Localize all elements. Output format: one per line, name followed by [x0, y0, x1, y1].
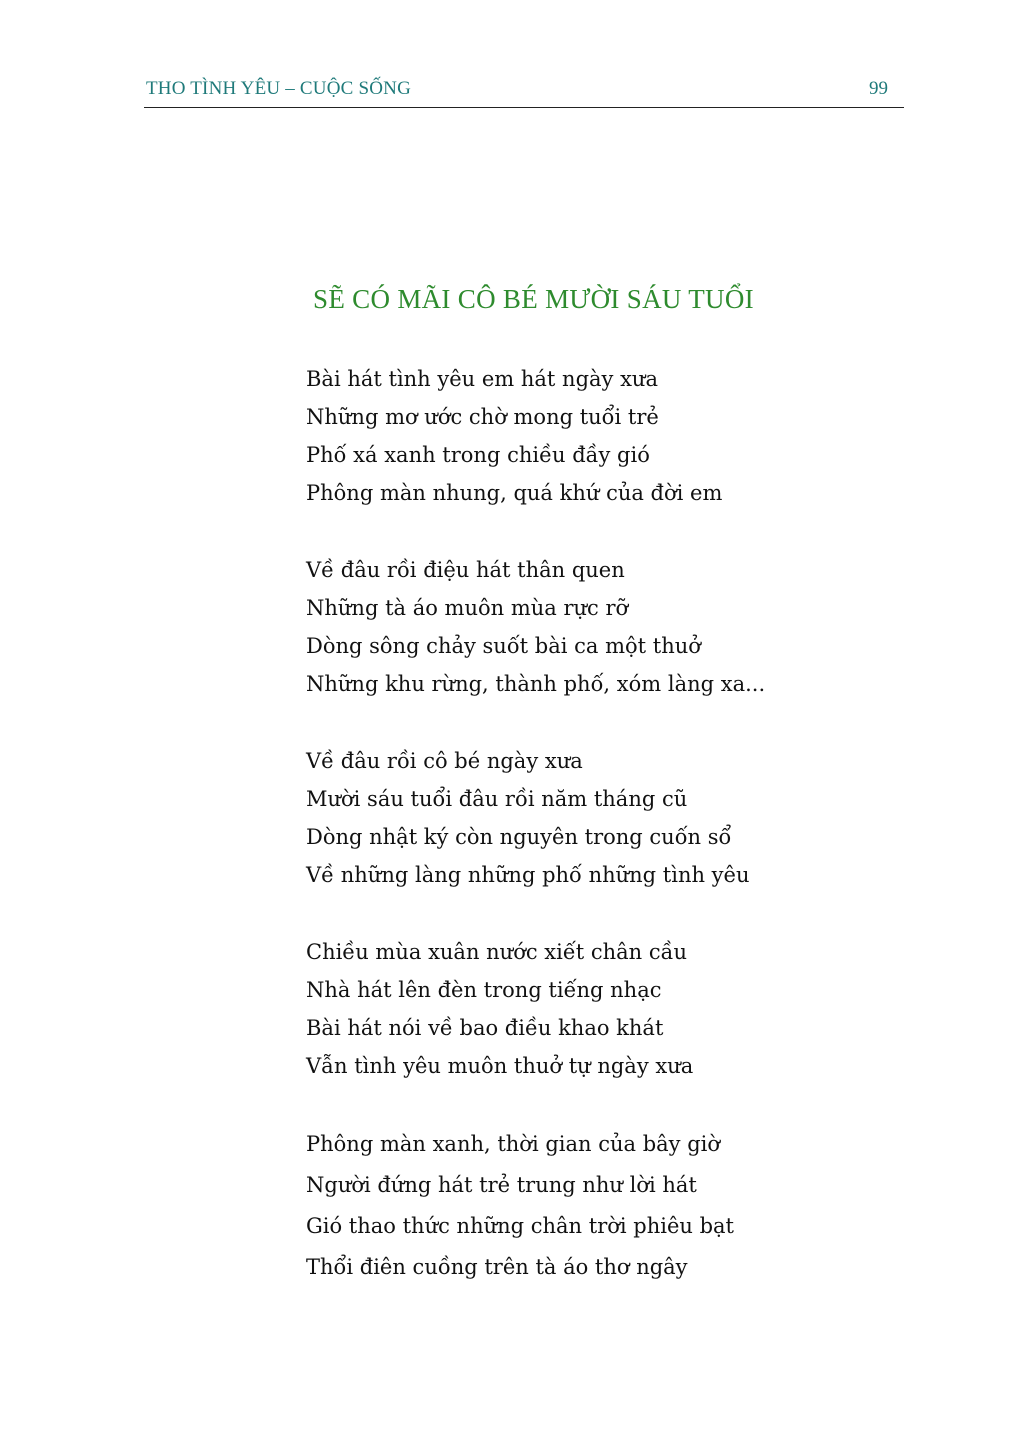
poem-line: Về những làng những phố những tình yêu [306, 863, 750, 887]
book-title: THO TÌNH YÊU – CUỘC SỐNG [146, 78, 411, 99]
poem-line: Mười sáu tuổi đâu rồi năm tháng cũ [306, 787, 688, 811]
poem-line: Dòng nhật ký còn nguyên trong cuốn sổ [306, 825, 732, 849]
poem-line: Về đâu rồi cô bé ngày xưa [306, 749, 583, 773]
stanza-2 [306, 551, 926, 703]
poem-line: Những tà áo muôn mùa rực rỡ [306, 596, 629, 620]
poem-line: Phông màn nhung, quá khứ của đời em [306, 481, 723, 505]
poem-line: Về đâu rồi điệu hát thân quen [306, 558, 625, 582]
page-number: 99 [869, 78, 888, 99]
stanza-1 [306, 360, 926, 512]
poem-line: Những khu rừng, thành phố, xóm làng xa... [306, 672, 766, 696]
poem-line: Bài hát nói về bao điều khao khát [306, 1016, 664, 1040]
poem-line: Gió thao thức những chân trời phiêu bạt [306, 1214, 734, 1238]
poem-line: Bài hát tình yêu em hát ngày xưa [306, 367, 658, 391]
stanza-3 [306, 742, 926, 894]
header-rule [144, 107, 904, 108]
poem-line: Chiều mùa xuân nước xiết chân cầu [306, 940, 688, 964]
poem-title: SẼ CÓ MÃI CÔ BÉ MƯỜI SÁU TUỔI [313, 284, 754, 314]
poem-line: Những mơ ước chờ mong tuổi trẻ [306, 405, 659, 429]
poem-body [306, 360, 926, 1288]
poem-line: Phông màn xanh, thời gian của bây giờ [306, 1132, 721, 1156]
poem-line: Dòng sông chảy suốt bài ca một thuở [306, 634, 701, 658]
poem-line: Nhà hát lên đèn trong tiếng nhạc [306, 978, 662, 1002]
poem-line: Người đứng hát trẻ trung như lời hát [306, 1173, 697, 1197]
poem-line: Phố xá xanh trong chiều đầy gió [306, 443, 650, 467]
running-header [144, 76, 904, 106]
poem-line: Thổi điên cuồng trên tà áo thơ ngây [306, 1255, 688, 1279]
stanza-5 [306, 1124, 926, 1288]
stanza-4 [306, 933, 926, 1085]
poem-line: Vẫn tình yêu muôn thuở tự ngày xưa [306, 1054, 694, 1078]
